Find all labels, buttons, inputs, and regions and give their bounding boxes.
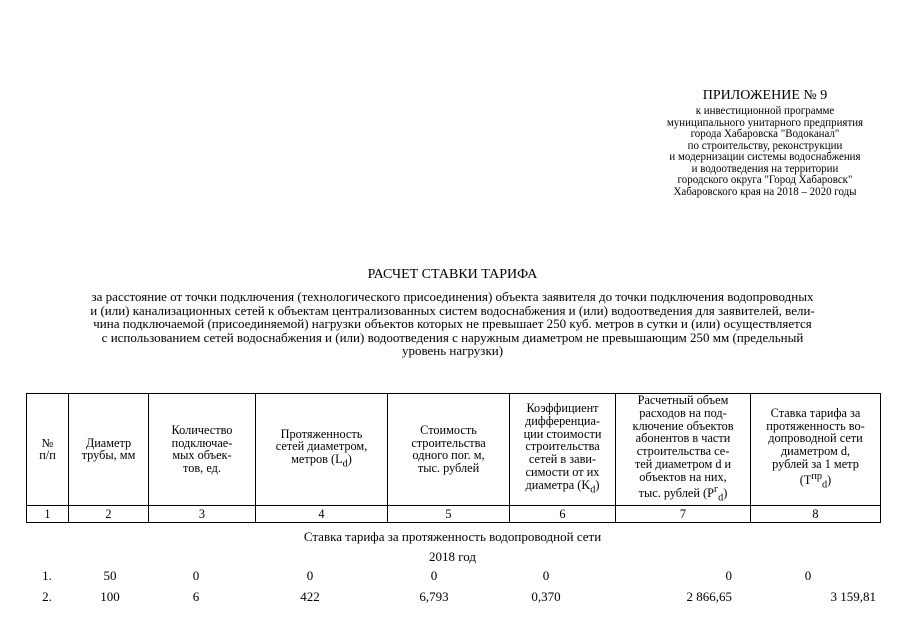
- table-header-row: [27, 394, 881, 506]
- description-line: уровень нагрузки): [401, 343, 504, 359]
- header-cell-count: Количество подключае- мых объек- тов, ед.: [149, 394, 256, 506]
- row-expenses: 0: [725, 568, 732, 583]
- header-cell-diameter: Диаметр трубы, мм: [69, 394, 149, 506]
- appendix-header: [600, 88, 905, 198]
- column-number: 5: [388, 505, 510, 522]
- column-number: 1: [27, 505, 69, 522]
- column-number-row: [27, 505, 881, 522]
- appendix-line: муниципального унитарного предприятия: [666, 116, 864, 129]
- column-number: 2: [69, 505, 149, 522]
- row-coefficient: 0,370: [531, 589, 561, 604]
- column-number: 6: [510, 505, 616, 522]
- description-line: чина подключаемой (присоединяемой) нагрузки объектов которых не превышает 250 куб. метров в сутки и (или) осуществляется: [93, 316, 812, 332]
- appendix-line: к инвестиционной программе: [695, 105, 835, 117]
- description-line: за расстояние от точки подключения (технологического присоединения) объекта заявителя до точки подключения водопроводных: [91, 289, 814, 304]
- row-diameter: 50: [103, 568, 117, 583]
- rates-table: [26, 393, 881, 523]
- column-number: 3: [149, 505, 256, 522]
- column-number: 8: [751, 505, 881, 522]
- column-number: 7: [616, 505, 751, 522]
- header-cell-coefficient: Коэффициент дифференциа- ции стоимости строительства сетей в зави- симости от их диаметра $(K_d)$: [510, 394, 616, 506]
- header-cell-length: Протяженность сетей диаметром, метров $(L_d)$: [256, 394, 388, 506]
- row-count: 0: [192, 568, 200, 583]
- appendix-line: и модернизации системы водоснабжения: [669, 151, 861, 163]
- document-title: РАСЧЕТ СТАВКИ ТАРИФА: [367, 267, 538, 282]
- appendix-line: по строительству, реконструкции: [687, 139, 843, 152]
- row-expenses: 2 866,65: [686, 589, 732, 604]
- table-row: [0, 568, 905, 584]
- document-description: [30, 290, 875, 358]
- row-length: 0: [306, 568, 314, 583]
- section-year: 2018 год: [429, 549, 476, 564]
- description-line: и (или) канализационных сетей к объектам централизованных систем водоснабжения и (или) водоотведения для заявителей, вели-: [90, 302, 815, 318]
- row-coefficient: 0: [542, 568, 550, 583]
- row-diameter: 100: [100, 589, 120, 604]
- row-cost: 6,793: [419, 589, 449, 604]
- header-cell-number: № п/п: [27, 394, 69, 506]
- table-row: [0, 589, 905, 605]
- row-number: 1.: [42, 568, 52, 583]
- row-count: 6: [192, 589, 200, 604]
- description-line: с использованием сетей водоснабжения и (или) водоотведения с наружным диаметром не превышающим 250 мм (предельный: [101, 329, 804, 345]
- row-cost: 0: [430, 568, 438, 583]
- header-cell-expenses: Расчетный объем расходов на под- ключение объектов абонентов в части строительства се- тей диаметром d и объектов на них, тыс. рублей $(P^г_d)$: [616, 394, 751, 506]
- row-rate: 0: [804, 568, 812, 583]
- appendix-line: города Хабаровска "Водоканал": [690, 128, 840, 140]
- section-title: Ставка тарифа за протяженность водопроводной сети: [303, 529, 602, 544]
- appendix-line: Хабаровского края на 2018 – 2020 годы: [673, 185, 857, 198]
- column-number: 4: [256, 505, 388, 522]
- appendix-line: и водоотведения на территории: [691, 162, 839, 175]
- row-number: 2.: [42, 589, 52, 604]
- appendix-title: ПРИЛОЖЕНИЕ № 9: [702, 88, 828, 103]
- header-cell-rate: Ставка тарифа за протяженность во- допроводной сети диаметром d, рублей за 1 метр $(T^{пр}_d)$: [751, 394, 881, 506]
- header-cell-cost: Стоимость строительства одного пог. м, тыс. рублей: [388, 394, 510, 506]
- row-length: 422: [300, 589, 320, 604]
- appendix-line: городского округа "Город Хабаровск": [677, 174, 853, 186]
- row-rate: 3 159,81: [830, 589, 876, 604]
